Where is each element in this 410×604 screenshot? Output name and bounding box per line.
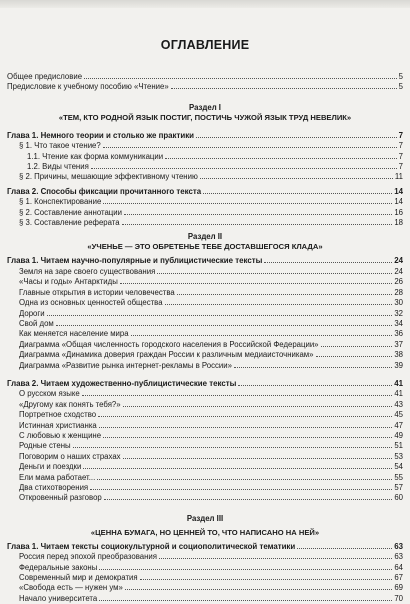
- toc-entry-text: 1.1. Чтение как форма коммуникации: [27, 151, 164, 161]
- toc-page-number: 7: [398, 162, 403, 172]
- toc-entry-text: § 3. Составление реферата: [19, 218, 120, 228]
- toc-page-number: 7: [398, 141, 403, 151]
- section-1-title: «ТЕМ, КТО РОДНОЙ ЯЗЫК ПОСТИГ, ПОСТИЧЬ ЧУЖОЙ ЯЗЫК ТРУД НЕВЕЛИК»: [58, 112, 352, 122]
- page-title: ОГЛАВЛЕНИЕ: [160, 38, 250, 52]
- leader-dots: [90, 483, 392, 490]
- toc-entry-text: «Другому как понять тебя?»: [19, 399, 121, 409]
- toc-page-number: 57: [394, 483, 403, 492]
- leader-dots: [196, 131, 397, 138]
- toc-entry[interactable]: [7, 441, 403, 451]
- toc-entry[interactable]: [7, 162, 403, 172]
- toc-page-number: 14: [394, 197, 403, 207]
- toc-entry[interactable]: [7, 309, 403, 319]
- toc-entry-text: Глава 1. Читаем научно-популярные и публицистические тексты: [7, 256, 263, 266]
- leader-dots: [177, 288, 393, 295]
- toc-page-number: 60: [394, 493, 403, 503]
- toc-entry-text: Ели мама работает...: [19, 472, 96, 482]
- toc-entry[interactable]: [7, 389, 403, 399]
- toc-page-number: 32: [394, 308, 403, 318]
- toc-chapter[interactable]: [7, 379, 403, 389]
- leader-dots: [124, 208, 392, 215]
- toc-entry[interactable]: [7, 563, 403, 573]
- leader-dots: [56, 319, 393, 326]
- toc-page-number: 26: [394, 277, 403, 287]
- toc-page-number: 41: [394, 378, 403, 388]
- leader-dots: [103, 197, 392, 204]
- toc-page-number: 28: [394, 287, 403, 297]
- toc-entry-text: § 1. Что такое чтение?: [19, 141, 101, 151]
- toc-entry[interactable]: [7, 208, 403, 218]
- leader-dots: [98, 410, 392, 417]
- toc-entry[interactable]: [7, 319, 403, 329]
- leader-dots: [234, 361, 392, 368]
- toc-page-number: 34: [394, 318, 403, 328]
- leader-dots: [131, 329, 393, 336]
- toc-page-number: 45: [394, 410, 403, 420]
- toc-entry[interactable]: [7, 583, 403, 593]
- toc-entry-text: Россия перед эпохой преобразования: [19, 552, 158, 562]
- toc-page-number: 51: [394, 441, 403, 451]
- section-3-title: «ЦЕННА БУМАГА, НО ЦЕННЕЙ ТО, ЧТО НАПИСАНО НА НЕЙ»: [90, 527, 320, 537]
- toc-entry-front-2[interactable]: [7, 82, 403, 92]
- toc-entry-text: Дороги: [19, 308, 45, 318]
- toc-entry[interactable]: [7, 141, 403, 151]
- toc-entry-text: § 2. Составление аннотации: [19, 207, 122, 217]
- toc-page-number: 14: [394, 186, 403, 196]
- toc-entry-text: «Часы и годы» Антарктиды: [19, 277, 118, 287]
- toc-entry-text: § 1. Конспектирование: [19, 197, 102, 207]
- leader-dots: [157, 267, 392, 274]
- toc-entry[interactable]: [7, 288, 403, 298]
- toc-entry-text: Глава 1. Читаем тексты социокультурной и социополитической тематики: [7, 541, 296, 551]
- toc-entry-text: Диаграмма «Развитие рынка интернет-рекламы в России»: [19, 360, 232, 370]
- toc-page-number: 18: [394, 218, 403, 228]
- toc-page-number: 63: [394, 552, 403, 562]
- leader-dots: [97, 473, 392, 480]
- toc-entry-text: Современный мир и демократия: [19, 573, 138, 583]
- toc-page-number: 70: [394, 593, 403, 603]
- toc-entry-text: Родные стены: [19, 441, 71, 451]
- toc-page-number: 43: [394, 399, 403, 409]
- leader-dots: [122, 218, 393, 225]
- leader-dots: [99, 421, 393, 428]
- toc-entry-text: Предисловие к учебному пособию «Чтение»: [7, 82, 169, 92]
- leader-dots: [120, 277, 393, 284]
- toc-page-number: 49: [394, 430, 403, 440]
- leader-dots: [99, 563, 392, 570]
- leader-dots: [321, 340, 393, 347]
- toc-page-number: 24: [394, 266, 403, 276]
- section-2-title: «УЧЕНЬЕ — ЭТО ОБРЕТЕНЬЕ ТЕБЕ ДОСТАВШЕГОСЯ КЛАДА»: [87, 242, 323, 252]
- toc-entry-text: О русском языке: [19, 389, 80, 399]
- leader-dots: [83, 462, 392, 469]
- toc-chapter[interactable]: [7, 542, 403, 552]
- toc-entry-text: «Свобода есть — нужен ум»: [19, 583, 123, 593]
- toc-entry-text: Глава 1. Немного теории и столько же практики: [7, 130, 195, 140]
- toc-page-number: 54: [394, 462, 403, 472]
- leader-dots: [91, 162, 397, 169]
- toc-entry[interactable]: [7, 267, 403, 277]
- toc-entry-text: Деньги и поездки: [19, 462, 82, 472]
- toc-page-number: 7: [398, 130, 403, 140]
- leader-dots: [104, 493, 393, 500]
- leader-dots: [125, 583, 392, 590]
- leader-dots: [140, 573, 393, 580]
- toc-entry-text: Истинная христианка: [19, 420, 97, 430]
- toc-page-number: 63: [394, 541, 403, 551]
- toc-entry-text: Свой дом: [19, 318, 54, 328]
- toc-entry-text: Земля на заре своего существования: [19, 266, 156, 276]
- toc-page-number: 39: [394, 360, 403, 370]
- toc-chapter[interactable]: [7, 187, 403, 197]
- toc-entry-text: С любовью к женщине: [19, 430, 102, 440]
- leader-dots: [203, 187, 392, 194]
- toc-entry-text: Как меняется население мира: [19, 329, 129, 339]
- toc-page-number: 16: [394, 207, 403, 217]
- section-3-number: Раздел III: [186, 513, 224, 523]
- toc-entry[interactable]: [7, 431, 403, 441]
- leader-dots: [171, 82, 397, 89]
- toc-entry-text: Откровенный разговор: [19, 493, 102, 503]
- toc-entry[interactable]: [7, 172, 403, 182]
- toc-entry[interactable]: [7, 421, 403, 431]
- toc-entry-text: Глава 2. Читаем художественно-публицистические тексты: [7, 378, 237, 388]
- toc-page-number: 64: [394, 562, 403, 572]
- leader-dots: [165, 298, 393, 305]
- toc-page-number: 24: [394, 256, 403, 266]
- leader-dots: [123, 400, 393, 407]
- section-2-number: Раздел II: [187, 232, 223, 242]
- toc-page-number: 5: [398, 82, 403, 92]
- toc-entry-text: 1.2. Виды чтения: [27, 162, 89, 172]
- toc-entry[interactable]: [7, 462, 403, 472]
- toc-entry[interactable]: [7, 400, 403, 410]
- toc-entry-text: Федеральные законы: [19, 562, 98, 572]
- toc-entry-text: Общее предисловие: [7, 72, 83, 81]
- leader-dots: [73, 441, 393, 448]
- toc-entry-text: Глава 2. Способы фиксации прочитанного текста: [7, 186, 202, 196]
- leader-dots: [123, 452, 393, 459]
- toc-entry[interactable]: [7, 493, 403, 503]
- section-1-number: Раздел I: [189, 102, 221, 112]
- toc-entry-text: Портретное сходство: [19, 410, 97, 420]
- toc-entry[interactable]: [7, 152, 403, 162]
- toc-page-number: 36: [394, 329, 403, 339]
- toc-entry-text: § 2. Причины, мешающие эффективному чтению: [19, 172, 198, 182]
- toc-page-number: 11: [394, 172, 403, 182]
- table-of-contents: [7, 72, 403, 604]
- leader-dots: [316, 350, 393, 357]
- leader-dots: [103, 141, 397, 148]
- toc-page-number: 55: [394, 472, 403, 482]
- toc-entry[interactable]: [7, 552, 403, 562]
- toc-entry-text: Начало университета: [19, 593, 98, 603]
- toc-entry[interactable]: [7, 329, 403, 339]
- toc-entry[interactable]: [7, 410, 403, 420]
- toc-entry[interactable]: [7, 277, 403, 287]
- toc-entry-text: Одна из основных ценностей общества: [19, 298, 163, 308]
- leader-dots: [159, 552, 392, 559]
- leader-dots: [165, 152, 397, 159]
- page-top-edge: [0, 0, 410, 8]
- toc-page-number: 69: [394, 583, 403, 593]
- toc-entry[interactable]: [7, 298, 403, 308]
- toc-entry[interactable]: [7, 361, 403, 371]
- toc-chapter[interactable]: [7, 256, 403, 266]
- toc-chapter[interactable]: [7, 131, 403, 141]
- toc-entry-text: Два стихотворения: [19, 483, 89, 492]
- toc-entry-text: Диаграмма «Общая численность городского населения в Российской Федерации»: [19, 339, 319, 349]
- toc-page-number: 47: [394, 420, 403, 430]
- leader-dots: [84, 72, 397, 79]
- toc-entry[interactable]: [7, 350, 403, 360]
- leader-dots: [264, 256, 392, 263]
- toc-page-number: 41: [394, 389, 403, 399]
- toc-page-number: 67: [394, 573, 403, 583]
- leader-dots: [103, 431, 392, 438]
- toc-page-number: 5: [398, 72, 403, 81]
- leader-dots: [238, 379, 392, 386]
- toc-entry-text: Диаграмма «Динамика доверия граждан России к различным медиаисточникам»: [19, 350, 314, 360]
- toc-entry-text: Поговорим о наших страхах: [19, 451, 121, 461]
- leader-dots: [99, 594, 392, 601]
- leader-dots: [47, 309, 393, 316]
- toc-entry[interactable]: [7, 473, 403, 483]
- toc-entry[interactable]: [7, 197, 403, 207]
- toc-entry[interactable]: [7, 452, 403, 462]
- toc-page-number: 37: [394, 339, 403, 349]
- toc-page-number: 38: [394, 350, 403, 360]
- leader-dots: [200, 172, 393, 179]
- toc-entry[interactable]: [7, 573, 403, 583]
- toc-page-number: 7: [398, 151, 403, 161]
- toc-entry[interactable]: [7, 218, 403, 228]
- toc-entry-text: Главные открытия в истории человечества: [19, 287, 175, 297]
- toc-entry-front-1[interactable]: [7, 72, 403, 82]
- toc-entry[interactable]: [7, 340, 403, 350]
- toc-entry[interactable]: [7, 483, 403, 493]
- toc-entry[interactable]: [7, 594, 403, 604]
- leader-dots: [297, 542, 392, 549]
- toc-page-number: 30: [394, 298, 403, 308]
- leader-dots: [82, 389, 393, 396]
- toc-page-number: 53: [394, 451, 403, 461]
